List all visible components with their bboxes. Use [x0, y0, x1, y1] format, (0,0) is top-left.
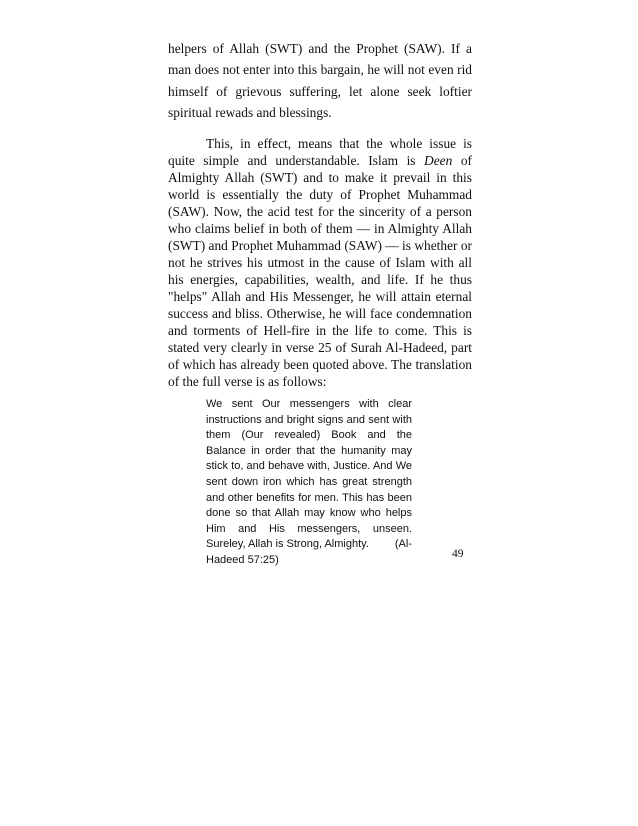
page-number: 49 — [452, 548, 464, 560]
deen-italic: Deen — [424, 153, 453, 169]
verse-quote — [206, 397, 412, 569]
paragraph-1: helpers of Allah (SWT) and the Prophet (SAW). If a man does not enter into this bargain, he will not even rid himself of grievous suffering, let alone seek loftier spiritual rewads and blessings. — [168, 41, 472, 120]
verse-text: We sent Our messengers with clear instructions and bright signs and sent with them (Our revealed) Book and the Balance in order that the humanity may stick to, and behave with, Justice. And We sent down iron which has great strength and other benefits for men. This has been done so that Allah may know who helps Him and His messengers, unseen. Sureley, Allah is Strong, Almighty. — [206, 398, 412, 551]
verse-citation: (Al-Hadeed 57:25) — [206, 538, 412, 566]
main-text — [168, 38, 472, 390]
paragraph-2-start: This, in effect, means that the whole issue is quite simple and understandable. Islam is — [168, 136, 472, 169]
paragraph-2 — [168, 135, 472, 390]
paragraph-2-rest: of Almighty Allah (SWT) and to make it prevail in this world is essentially the duty of Prophet Muhammad (SAW). Now, the acid test for the sincerity of a person who claims belief in both of them — in Almighty Allah (SWT) and Prophet Muhammad (SAW) — is whether or not he strives his utmost in the cause of Islam with all his energies, capabilities, wealth, and life. If he thus "helps" Allah and His Messenger, he will attain eternal success and bliss. Otherwise, he will face condemnation and torments of Hell-fire in the life to come. This is stated very clearly in verse 25 of Surah Al-Hadeed, part of which has already been quoted above. The translation of the full verse is as follows: — [168, 153, 472, 390]
